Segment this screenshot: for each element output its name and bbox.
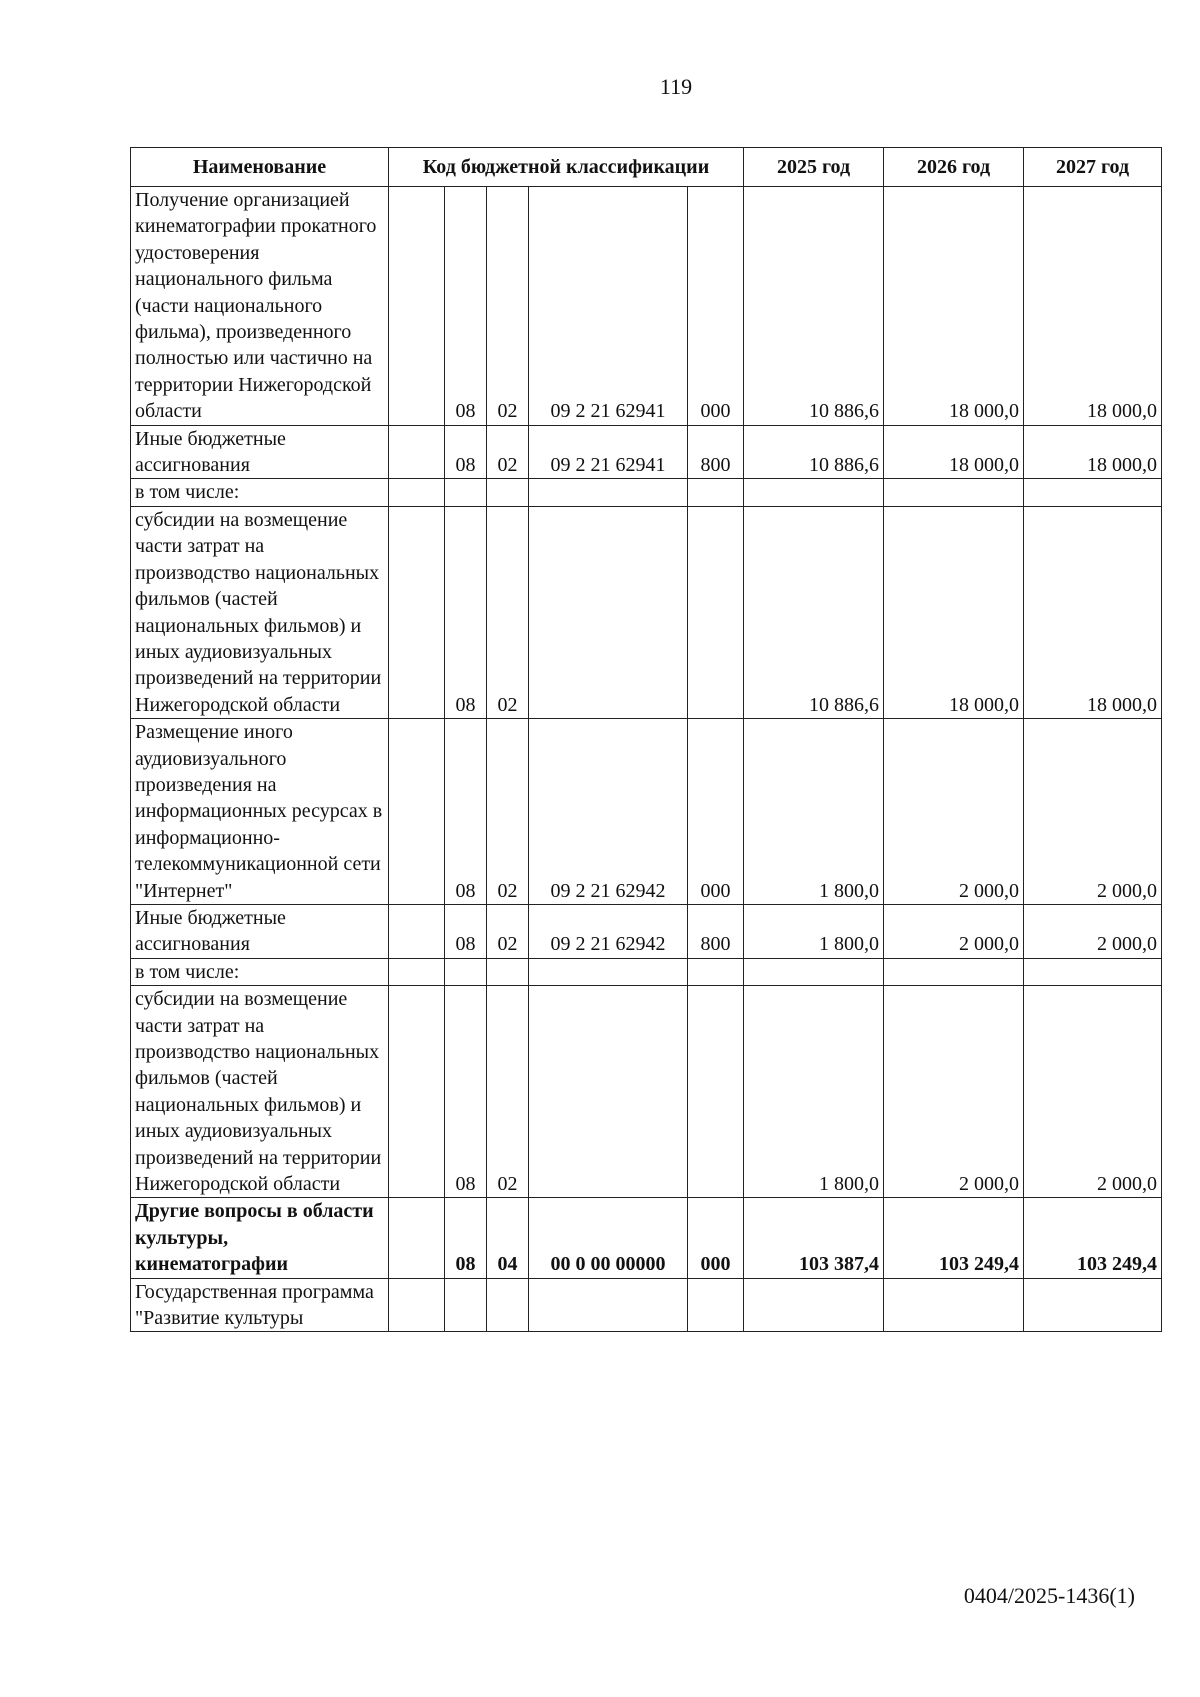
subsection-code: 02 (487, 425, 529, 479)
expense-type-code (688, 479, 744, 506)
document-code: 0404/2025-1436(1) (963, 1583, 1135, 1608)
subsection-code: 02 (487, 986, 529, 1198)
value-2026: 103 249,4 (884, 1198, 1024, 1278)
value-2026: 18 000,0 (884, 425, 1024, 479)
code-cell (389, 1198, 445, 1278)
table-row (131, 1198, 1162, 1278)
value-2027: 18 000,0 (1024, 506, 1162, 718)
value-2025: 10 886,6 (744, 506, 884, 718)
value-2027 (1024, 1278, 1162, 1332)
value-2026 (884, 1278, 1024, 1332)
row-name: Государственная программа "Развитие культуры (131, 1278, 389, 1332)
value-2025 (744, 1278, 884, 1332)
section-code: 08 (445, 1198, 487, 1278)
expense-type-code (688, 1278, 744, 1332)
section-code (445, 1278, 487, 1332)
subsection-code: 02 (487, 904, 529, 958)
section-code: 08 (445, 187, 487, 426)
value-2027 (1024, 479, 1162, 506)
table-row (131, 719, 1162, 905)
target-article-code: 09 2 21 62942 (529, 904, 688, 958)
target-article-code: 09 2 21 62942 (529, 719, 688, 905)
header-2026: 2026 год (884, 148, 1024, 187)
section-code: 08 (445, 506, 487, 718)
row-name: субсидии на возмещение части затрат на производство национальных фильмов (частей национальных фильмов) и иных аудиовизуальных произведений на территории Нижегородской области (131, 506, 389, 718)
expense-type-code: 000 (688, 719, 744, 905)
code-cell (389, 187, 445, 426)
target-article-code (529, 506, 688, 718)
table-row (131, 479, 1162, 506)
budget-table (130, 147, 1162, 1332)
value-2026: 2 000,0 (884, 719, 1024, 905)
value-2025: 103 387,4 (744, 1198, 884, 1278)
value-2026 (884, 479, 1024, 506)
value-2027: 2 000,0 (1024, 904, 1162, 958)
target-article-code: 00 0 00 00000 (529, 1198, 688, 1278)
target-article-code (529, 479, 688, 506)
subsection-code (487, 958, 529, 985)
table-row (131, 904, 1162, 958)
expense-type-code (688, 506, 744, 718)
value-2025: 1 800,0 (744, 904, 884, 958)
header-code: Код бюджетной классификации (389, 148, 744, 187)
value-2027: 2 000,0 (1024, 986, 1162, 1198)
value-2027 (1024, 958, 1162, 985)
table-row (131, 958, 1162, 985)
expense-type-code: 000 (688, 187, 744, 426)
subsection-code: 02 (487, 719, 529, 905)
subsection-code (487, 1278, 529, 1332)
header-2027: 2027 год (1024, 148, 1162, 187)
target-article-code: 09 2 21 62941 (529, 187, 688, 426)
row-name: в том числе: (131, 958, 389, 985)
value-2025 (744, 479, 884, 506)
code-cell (389, 1278, 445, 1332)
section-code: 08 (445, 986, 487, 1198)
code-cell (389, 958, 445, 985)
section-code (445, 958, 487, 985)
value-2026: 2 000,0 (884, 904, 1024, 958)
section-code: 08 (445, 904, 487, 958)
subsection-code (487, 479, 529, 506)
value-2025: 1 800,0 (744, 986, 884, 1198)
table-row (131, 986, 1162, 1198)
row-name: Получение организацией кинематографии прокатного удостоверения национального фильма (части национального фильма), произведенного полностью или частично на территории Нижегородской области (131, 187, 389, 426)
section-code (445, 479, 487, 506)
table-header-row (131, 148, 1162, 187)
page-number: 119 (659, 74, 693, 99)
expense-type-code (688, 986, 744, 1198)
target-article-code (529, 958, 688, 985)
expense-type-code (688, 958, 744, 985)
value-2027: 18 000,0 (1024, 425, 1162, 479)
expense-type-code: 800 (688, 904, 744, 958)
row-name: Иные бюджетные ассигнования (131, 904, 389, 958)
subsection-code: 02 (487, 187, 529, 426)
value-2026 (884, 958, 1024, 985)
target-article-code: 09 2 21 62941 (529, 425, 688, 479)
value-2027: 2 000,0 (1024, 719, 1162, 905)
subsection-code: 02 (487, 506, 529, 718)
code-cell (389, 904, 445, 958)
code-cell (389, 719, 445, 905)
value-2026: 18 000,0 (884, 506, 1024, 718)
section-code: 08 (445, 425, 487, 479)
expense-type-code: 000 (688, 1198, 744, 1278)
subsection-code: 04 (487, 1198, 529, 1278)
row-name: Размещение иного аудиовизуального произведения на информационных ресурсах в информационно-телекоммуникационной сети "Интернет" (131, 719, 389, 905)
code-cell (389, 506, 445, 718)
value-2025 (744, 958, 884, 985)
value-2026: 2 000,0 (884, 986, 1024, 1198)
section-code: 08 (445, 719, 487, 905)
header-name: Наименование (131, 148, 389, 187)
value-2025: 10 886,6 (744, 425, 884, 479)
table-row (131, 1278, 1162, 1332)
row-name: в том числе: (131, 479, 389, 506)
target-article-code (529, 1278, 688, 1332)
value-2025: 1 800,0 (744, 719, 884, 905)
header-2025: 2025 год (744, 148, 884, 187)
value-2027: 103 249,4 (1024, 1198, 1162, 1278)
value-2027: 18 000,0 (1024, 187, 1162, 426)
expense-type-code: 800 (688, 425, 744, 479)
value-2026: 18 000,0 (884, 187, 1024, 426)
table-row (131, 506, 1162, 718)
row-name: субсидии на возмещение части затрат на производство национальных фильмов (частей национальных фильмов) и иных аудиовизуальных произведений на территории Нижегородской области (131, 986, 389, 1198)
value-2025: 10 886,6 (744, 187, 884, 426)
code-cell (389, 986, 445, 1198)
target-article-code (529, 986, 688, 1198)
code-cell (389, 425, 445, 479)
code-cell (389, 479, 445, 506)
table-row (131, 425, 1162, 479)
row-name: Другие вопросы в области культуры, кинематографии (131, 1198, 389, 1278)
row-name: Иные бюджетные ассигнования (131, 425, 389, 479)
table-row (131, 187, 1162, 426)
